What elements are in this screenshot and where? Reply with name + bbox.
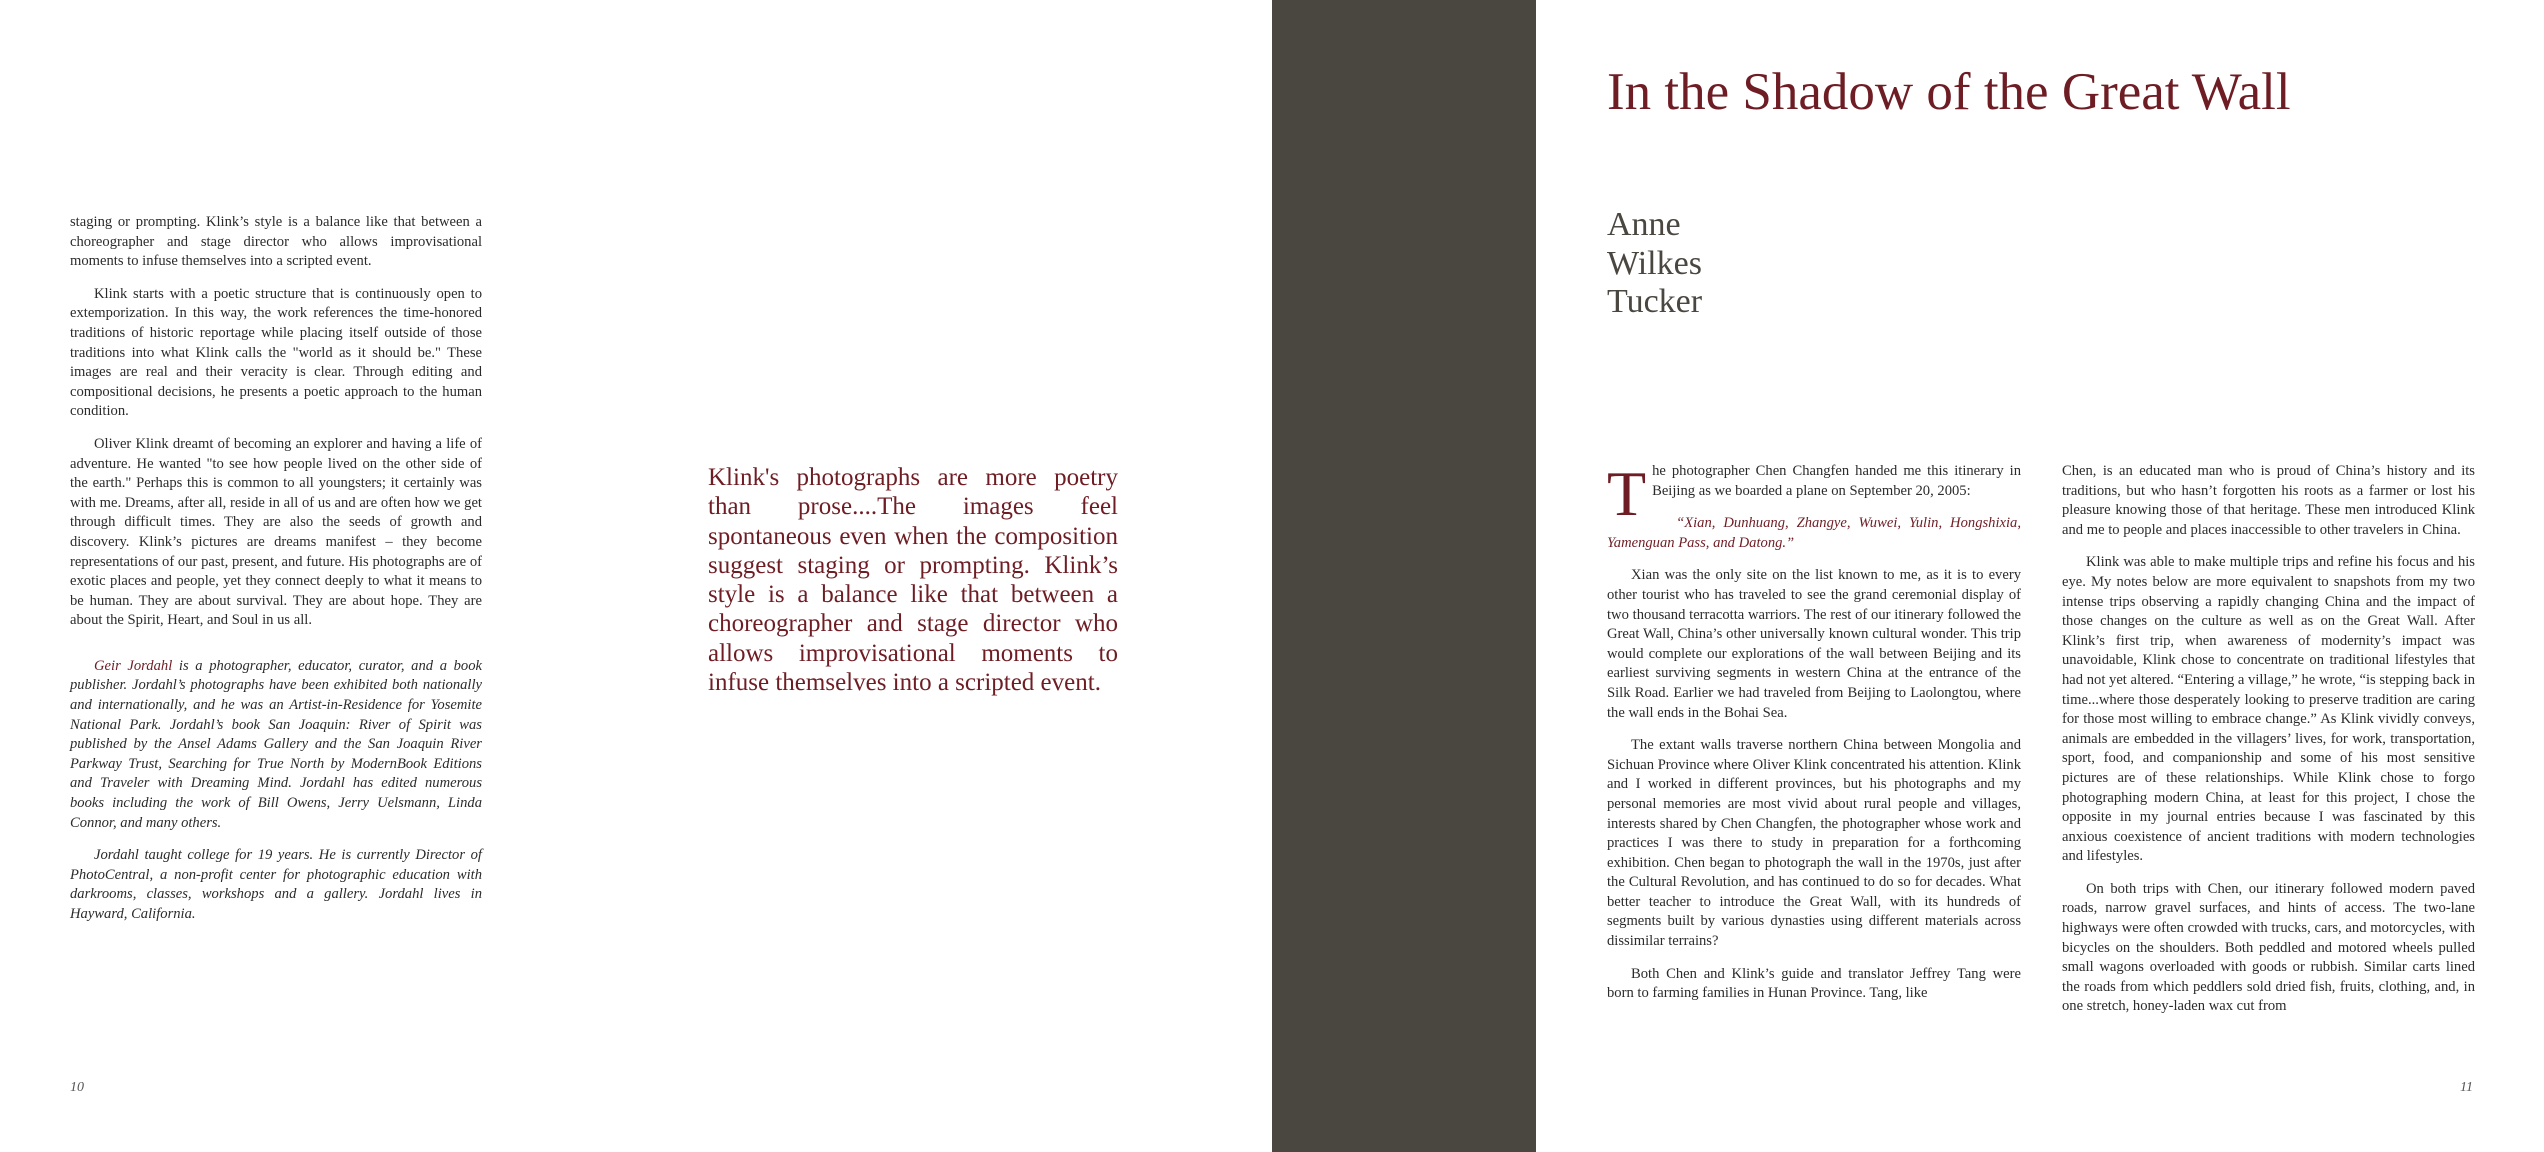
body-paragraph: Klink was able to make multiple trips and refine his focus and his eye. My notes below are more equivalent to snapshots from my two intense trips observing a rapidly changing China and the impact of those changes on the culture as well as on the Great Wall. After Klink’s first trip, when awareness of modernity’s impact was unavoidable, Klink chose to concentrate on traditional lifestyles that had not yet altered. “Entering a village,” he wrote, “is stepping back in time...where those desperately looking to preserve tradition are caring for those most willing to embrace change.” As Klink vividly conveys, animals are embedded in the villagers’ lives, for work, transportation, sport, food, and companionship and some of his most sensitive pictures are of these relationships. While Klink chose to forgo photographing modern China, at least for this project, I chose the opposite in my journal entries because I was fascinated by this anxious coexistence of ancient traditions with modern technologies and lifestyles. [2062,554,2475,865]
body-paragraph: Oliver Klink dreamt of becoming an explorer and having a life of adventure. He wanted "to see how people lived on the other side of the earth." Perhaps this is common to all youngsters; it certainly was with me. Dreams, after all, reside in all of us and are often how we get through difficult times. They are also the seeds of growth and discovery. Klink’s pictures are dreams manifest – they become representations of our past, present, and future. His photographs are of exotic places and people, yet they connect deeply to what it means to be human. They are about survival. They are about hope. They are about the Spirit, Heart, and Soul in us all. [70,435,482,629]
article-title: In the Shadow of the Great Wall [1607,63,2291,121]
bio-text: is a photographer, educator, curator, and a book publisher. Jordahl’s photographs have been exhibited both nationally and internationally, and he was an Artist-in-Residence for Yosemite National Park. Jordahl’s book San Joaquin: River of Spirit was published by the Ansel Adams Gallery and the San Joaquin River Parkway Trust, Searching for True North by ModernBook Editions and Traveler with Dreaming Mind. Jordahl has edited numerous books including the work of Bill Owens, Jerry Uelsmann, Linda Connor, and many others. [70,657,482,831]
body-paragraph: Chen, is an educated man who is proud of China’s history and its traditions, but who hasn’t forgotten his roots as a farmer or lost his pleasure knowing those of that heritage. These men introduced Klink and me to people and places inaccessible to other travelers in China. [2062,463,2475,538]
body-paragraph: Both Chen and Klink’s guide and translator Jeffrey Tang were born to farming families in Hunan Province. Tang, like [1607,965,2021,1002]
body-paragraph: On both trips with Chen, our itinerary followed modern paved roads, narrow gravel surfaces, and hints of access. The two-lane highways were often crowded with trucks, cars, and motorcycles, with bicycles on the shoulders. Both peddled and motored wheels pulled small wagons overloaded with goods or rubbish. Similar carts lined the roads from which peddlers sold dried fish, fruits, clothing, and, in one stretch, honey-laden wax cut from [2062,880,2475,1015]
page-number: 11 [2460,1080,2473,1095]
bio-paragraph: Jordahl taught college for 19 years. He is currently Director of PhotoCentral, a non-profit center for photographic education with darkrooms, classes, workshops and a gallery. Jordahl lives in Hayward, California. [70,847,482,922]
author-line: Tucker [1607,283,1703,320]
author-bio [70,657,482,925]
body-paragraph: Xian was the only site on the list known to me, as it is to every other tourist who has traveled to see the grand ceremonial display of two thousand terracotta warriors. The rest of our itinerary followed the Great Wall, China’s other universally known cultural wonder. This trip would complete our explorations of the wall between Beijing and its earliest surviving segments in western China at the entrance of the Silk Road. Earlier we had traveled from Beijing to Laolongtou, where the wall ends in the Bohai Sea. [1607,567,2021,721]
decorative-band [1272,0,1536,1152]
body-paragraph: staging or prompting. Klink’s style is a balance like that between a choreographer and stage director who allows improvisational moments to infuse themselves into a scripted event. [70,214,482,270]
body-paragraph: Klink starts with a poetic structure that is continuously open to extemporization. In this way, the work references the time-honored traditions of historic reportage while placing itself outside of those traditions into what Klink calls the "world as it should be." These images are real and their veracity is clear. Through editing and compositional decisions, he presents a poetic approach to the human condition. [70,285,482,420]
page-number: 10 [70,1080,84,1095]
right-text-column-2 [2062,462,2475,1030]
bio-paragraph [70,657,482,833]
bio-name: Geir Jordahl [94,657,173,674]
author-line: Wilkes [1607,244,1702,282]
author-name [1607,206,1702,322]
opening-paragraph [1607,458,2021,529]
left-text-column [70,213,482,938]
itinerary-quote: “Xian, Dunhuang, Zhangye, Wuwei, Yulin, Hongshixia, Yamenguan Pass, and Datong.” [1607,515,2021,551]
author-line: Anne [1607,206,1681,243]
right-text-column-1 [1607,458,2021,1017]
drop-cap: T [1607,458,1647,529]
body-paragraph: The extant walls traverse northern China between Mongolia and Sichuan Province where Oliver Klink concentrated his attention. Klink and I worked in different provinces, but his photographs and my personal memories are most vivid about rural people and villages, interests shared by Chen Changfen, the photographer whose work and practices I was there to study in preparation for a forthcoming exhibition. Chen began to photograph the wall in the 1970s, just after the Cultural Revolution, and has continued to do so for decades. What better teacher to introduce the Great Wall, with its hundreds of segments built by various dynasties using different materials across dissimilar terrains? [1607,737,2021,950]
pull-quote: Klink's photographs are more poetry than prose....The images feel spontaneous even when the composition suggest staging or prompting. Klink’s style is a balance like that between a choreographer and stage director who allows improvisational moments to infuse themselves into a scripted event. [708,464,1118,697]
opening-text: he photographer Chen Changfen handed me this itinerary in Beijing as we boarded a plane on September 20, 2005: [1652,463,2021,499]
